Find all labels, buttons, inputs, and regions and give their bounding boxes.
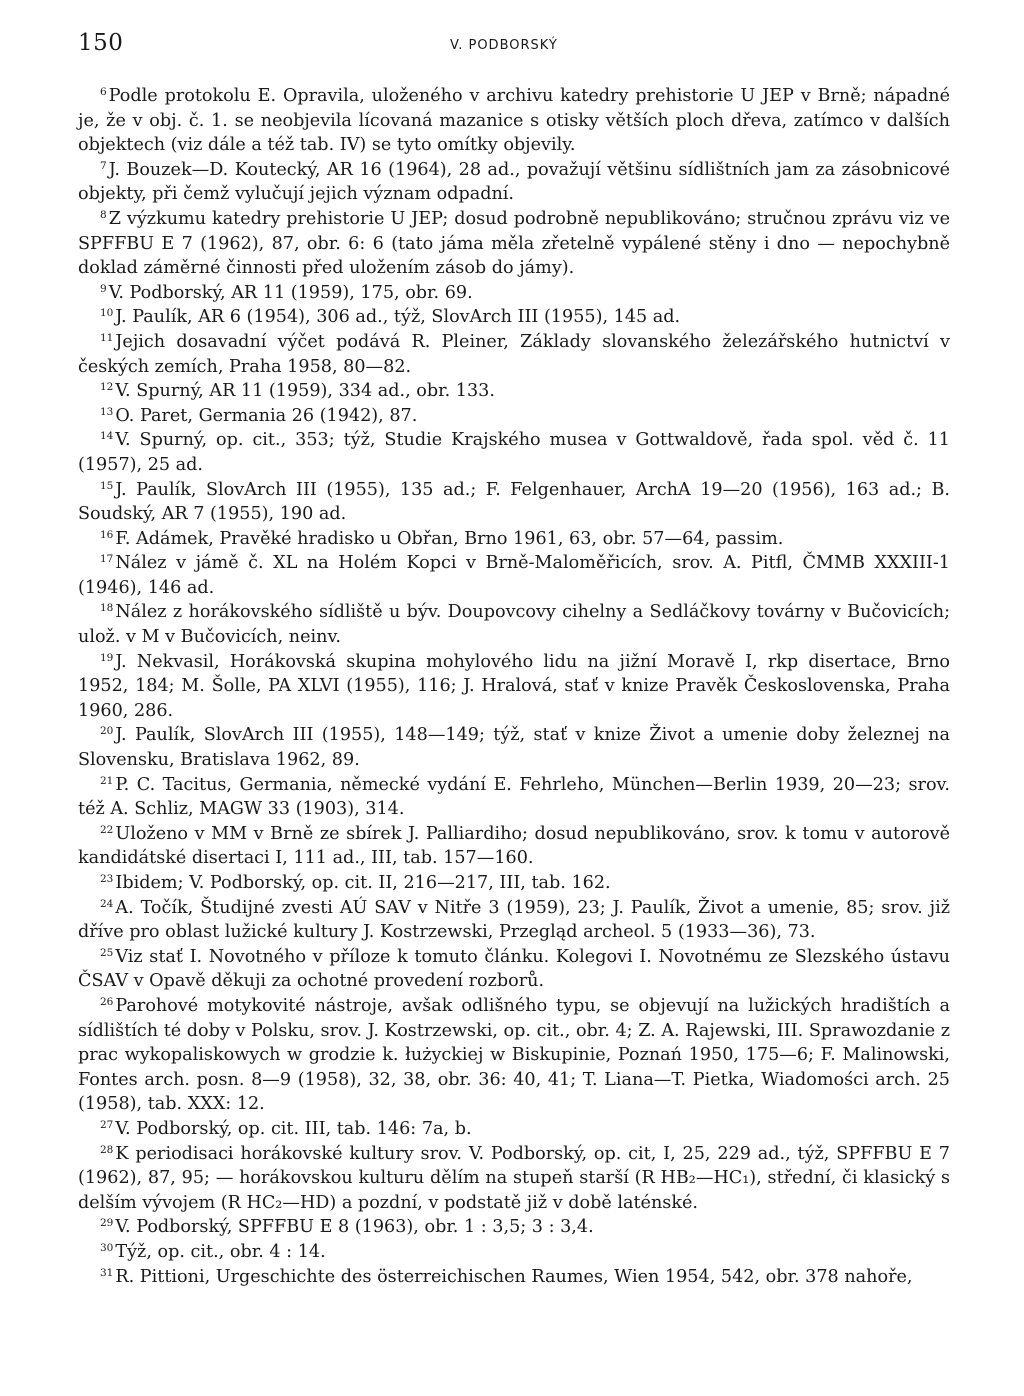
footnote-number: 28 [100, 1143, 114, 1156]
footnote-text: Parohové motykovité nástroje, avšak odlišného typu, se objevují na lužických hradištích a sídlištích té doby v Polsku, srov. J. Kostrzewski, op. cit., obr. 4; Z. A. Rajewski, III. Sprawozdanie z prac wykopaliskowych w grodzie k. łużyckiej w Biskupinie, Poznań 1950, 175—6; F. Malinowski, Fontes arch. posn. 8—9 (1958), 32, 38, obr. 36: 40, 41; T. Liana—T. Pietka, Wiadomości arch. 25 (1958), tab. XXX: 12. [78, 995, 950, 1115]
footnote-number: 13 [100, 405, 114, 418]
running-head: V. PODBORSKÝ [450, 38, 558, 53]
footnote [78, 207, 950, 281]
footnote [78, 871, 950, 896]
footnote-number: 7 [100, 159, 107, 172]
footnote-text: Podle protokolu E. Opravila, uloženého v archivu katedry prehistorie U JEP v Brně; nápadné je, že v obj. č. 1. se neobjevila lícovaná mazanice s otisky větších ploch dřeva, zatímco v dalších objektech (viz dále a též tab. IV) se tyto omítky objevily. [78, 86, 950, 156]
footnote-number: 19 [100, 651, 114, 664]
footnote [78, 994, 950, 1117]
footnote-text: Ibidem; V. Podborský, op. cit. II, 216—217, III, tab. 162. [115, 873, 611, 893]
page-number: 150 [78, 30, 124, 56]
footnote-text: F. Adámek, Pravěké hradisko u Obřan, Brno 1961, 63, obr. 57—64, passim. [115, 528, 784, 549]
footnote-text: V. Podborský, AR 11 (1959), 175, obr. 69. [108, 282, 473, 303]
footnote-text: Nález v jámě č. XL na Holém Kopci v Brně-Maloměřicích, srov. A. Pitfl, ČMMB XXXIII-1 (1946), 146 ad. [78, 553, 950, 598]
footnote-number: 27 [100, 1118, 114, 1131]
footnote-number: 14 [100, 430, 114, 443]
footnote-text: J. Paulík, SlovArch III (1955), 148—149; týž, stať v knize Život a umenie doby železnej na Slovensku, Bratislava 1962, 89. [78, 725, 950, 771]
footnote [78, 822, 950, 871]
footnotes [78, 84, 950, 1289]
footnote-text: Uloženo v MM v Brně ze sbírek J. Palliardiho; dosud nepublikováno, srov. k tomu v autorově kandidátské disertaci I, 111 ad., III, tab. 157—160. [78, 823, 950, 869]
footnote [78, 404, 950, 429]
footnote [78, 1265, 950, 1290]
footnote-number: 30 [100, 1241, 114, 1254]
footnote-number: 18 [100, 602, 114, 615]
footnote-text: R. Pittioni, Urgeschichte des österreichischen Raumes, Wien 1954, 542, obr. 378 nahoře, [115, 1266, 913, 1287]
footnote-number: 10 [100, 307, 114, 320]
footnote-number: 9 [100, 282, 107, 295]
footnote [78, 281, 950, 306]
footnote [78, 330, 950, 379]
footnote-text: V. Podborský, SPFFBU E 8 (1963), obr. 1 : 3,5; 3 : 3,4. [115, 1217, 594, 1238]
footnote-number: 17 [100, 553, 114, 566]
footnote-text: P. C. Tacitus, Germania, německé vydání E. Fehrleho, München—Berlin 1939, 20—23; srov. též A. Schliz, MAGW 33 (1903), 314. [78, 774, 950, 820]
footnote [78, 896, 950, 945]
footnote-number: 15 [100, 479, 114, 492]
footnote-text: V. Podborský, op. cit. III, tab. 146: 7a, b. [115, 1118, 472, 1139]
footnote [78, 478, 950, 527]
footnote-text: A. Točík, Študijné zvesti AÚ SAV v Nitře 3 (1959), 23; J. Paulík, Život a umenie, 85; srov. již dříve pro oblast lužické kultury J. Kostrzewski, Przegląd archeol. 5 (1933—36), 73. [78, 897, 950, 943]
footnote-number: 22 [100, 823, 114, 836]
footnote-number: 23 [100, 873, 114, 885]
footnote [78, 650, 950, 724]
footnote [78, 1215, 950, 1240]
footnote-number: 6 [100, 86, 107, 98]
footnote-number: 24 [100, 897, 114, 910]
footnote-number: 11 [100, 331, 114, 344]
footnote-text: Jejich dosavadní výčet podává R. Pleiner, Základy slovanského železářského hutnictví v českých zemích, Praha 1958, 80—82. [78, 331, 950, 377]
footnote-text: V. Spurný, AR 11 (1959), 334 ad., obr. 133. [115, 381, 495, 402]
footnote [78, 773, 950, 822]
footnote-text: Viz stať I. Novotného v příloze k tomuto článku. Kolegovi I. Novotnému ze Slezského ústavu ČSAV v Opavě děkuji za ochotné provedení rozborů. [78, 946, 950, 992]
footnote-text: J. Bouzek—D. Koutecký, AR 16 (1964), 28 ad., považují většinu sídlištních jam za zásobnicové objekty, při čemž vylučují jejich význam odpadní. [78, 159, 950, 205]
footnote-text: Z výzkumu katedry prehistorie U JEP; dosud podrobně nepublikováno; stručnou zprávu viz ve SPFFBU E 7 (1962), 87, obr. 6: 6 (tato jáma měla zřetelně vypálené stěny i dno — nepochybně doklad záměrné činnosti před uložením zásob do jámy). [78, 208, 950, 279]
footnote-text: V. Spurný, op. cit., 353; týž, Studie Krajského musea v Gottwaldově, řada spol. věd č. 11 (1957), 25 ad. [78, 430, 950, 475]
footnote [78, 428, 950, 477]
footnote [78, 600, 950, 649]
footnote-number: 21 [100, 774, 114, 787]
footnote [78, 945, 950, 994]
footnote [78, 723, 950, 772]
footnote-number: 26 [100, 995, 114, 1008]
footnote [78, 158, 950, 207]
footnote [78, 527, 950, 552]
footnote [78, 551, 950, 600]
footnote [78, 1117, 950, 1142]
footnote-number: 29 [100, 1217, 114, 1230]
footnote-number: 16 [100, 528, 114, 541]
footnote-text: J. Paulík, AR 6 (1954), 306 ad., týž, SlovArch III (1955), 145 ad. [115, 307, 681, 328]
footnote-text: O. Paret, Germania 26 (1942), 87. [115, 405, 418, 426]
footnote-number: 20 [100, 725, 114, 738]
footnote-number: 31 [100, 1266, 114, 1279]
footnote-number: 12 [100, 381, 114, 394]
footnote [78, 305, 950, 330]
footnote-number: 8 [100, 208, 107, 221]
footnote [78, 1142, 950, 1216]
footnote-text: J. Nekvasil, Horákovská skupina mohylového lidu na jižní Moravě I, rkp disertace, Brno 1952, 184; M. Šolle, PA XLVI (1955), 116; J. Hralová, stať v knize Pravěk Československa, Praha 1960, 286. [78, 651, 950, 721]
footnote [78, 379, 950, 404]
footnote [78, 84, 950, 158]
footnote-text: J. Paulík, SlovArch III (1955), 135 ad.; F. Felgenhauer, ArchA 19—20 (1956), 163 ad.; B. Soudský, AR 7 (1955), 190 ad. [78, 479, 950, 525]
footnote [78, 1240, 950, 1265]
footnote-text: K periodisaci horákovské kultury srov. V. Podborský, op. cit, I, 25, 229 ad., týž, SPFFBU E 7 (1962), 87, 95; — horákovskou kulturu dělím na stupeň starší (R HB₂—HC₁), střední, či klasický s delším vývojem (R HC₂—HD) a pozdní, v podstatě již v době laténské. [78, 1143, 950, 1213]
footnote-number: 25 [100, 946, 114, 959]
footnote-text: Nález z horákovského sídliště u býv. Doupovcovy cihelny a Sedláčkovy továrny v Bučovicích; ulož. v M v Bučovicích, neinv. [78, 602, 950, 648]
footnote-text: Týž, op. cit., obr. 4 : 14. [115, 1241, 326, 1262]
